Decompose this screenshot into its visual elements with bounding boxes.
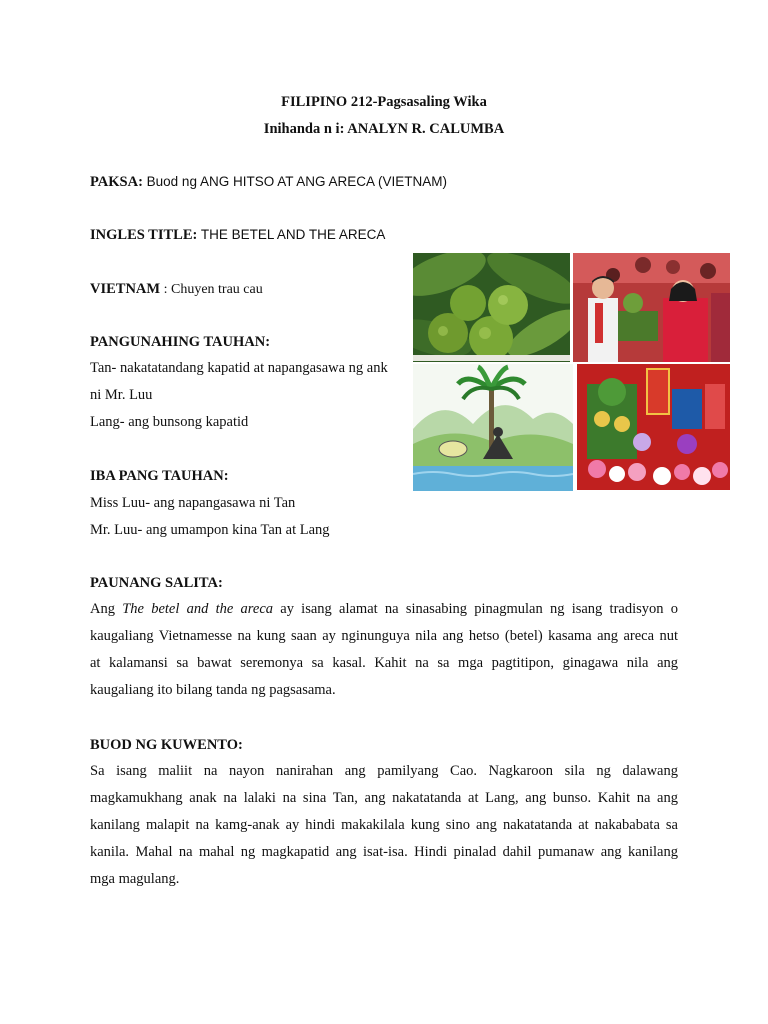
paunang-heading: PAUNANG SALITA: [90,575,223,591]
pangunahing-line: ni Mr. Luu [90,387,153,403]
paragraph-line: kaugaliang Vietnamesse na kung saan ay nginunguya nila ang hetso (betel) kasama ang areca nut [90,628,678,644]
document-title: FILIPINO 212-Pagsasaling Wika [281,94,487,110]
ingles-label: INGLES TITLE: [90,227,198,243]
wedding-offering-photo [577,364,730,490]
ingles-value: THE BETEL AND THE ARECA [197,227,386,242]
paksa-label: PAKSA: [90,174,143,190]
vietnam-line [90,281,263,298]
buod-heading: BUOD NG KUWENTO: [90,737,243,753]
paragraph-line: Ang The betel and the areca ay isang alamat na sinasabing pinagmulan ng isang tradisyon o [90,601,678,617]
paksa-line [90,174,447,191]
paksa-value: Buod ng ANG HITSO AT ANG ARECA (VIETNAM) [142,174,448,189]
paunang-paragraph [90,596,678,704]
iba-line: Miss Luu- ang napangasawa ni Tan [90,495,296,511]
prepared-by: Inihanda n i: ANALYN R. CALUMBA [263,121,505,137]
ingles-title-line [90,227,385,244]
paragraph-line: kanilang malapit na kamg-anak ay hindi makakilala kung sino ang nakatatanda at nakababata sa [90,817,678,833]
paragraph-line: mga magulang. [90,871,180,887]
paragraph-line: kanila. Mahal na mahal ng magkapatid ang isat-isa. Hindi pinalad dahil pumanaw ang kanilang [90,844,678,860]
story-title-italic: The betel and the areca [122,601,274,617]
wedding-couple-photo [573,253,730,362]
areca-tree-illustration [413,364,573,491]
iba-heading: IBA PANG TAUHAN: [90,468,229,484]
pangunahing-heading: PANGUNAHING TAUHAN: [90,334,271,350]
buod-paragraph [90,758,678,893]
betel-leaves-areca-photo [413,253,570,362]
vietnam-value: : Chuyen trau cau [160,282,263,297]
pangunahing-line: Lang- ang bunsong kapatid [90,414,249,430]
paragraph-line: magkamukhang anak na lalaki na sina Tan, ang nakatatanda at Lang, ang bunso. Kahit na ang [90,790,678,806]
iba-line: Mr. Luu- ang umampon kina Tan at Lang [90,522,330,538]
vietnam-label: VIETNAM [90,281,161,297]
paragraph-line: at kalamansi sa bawat seremonya sa kasal. Kahit na sa mga pagtitipon, ginagawa nila ang [90,655,678,671]
paragraph-line: kaugaliang ito bilang tanda ng pagsasama. [90,682,336,698]
pangunahing-line: Tan- nakatatandang kapatid at napangasawa ng ank [90,360,388,376]
paragraph-line: Sa isang maliit na nayon nanirahan ang pamilyang Cao. Nagkaroon sila ng dalawang [90,763,678,779]
